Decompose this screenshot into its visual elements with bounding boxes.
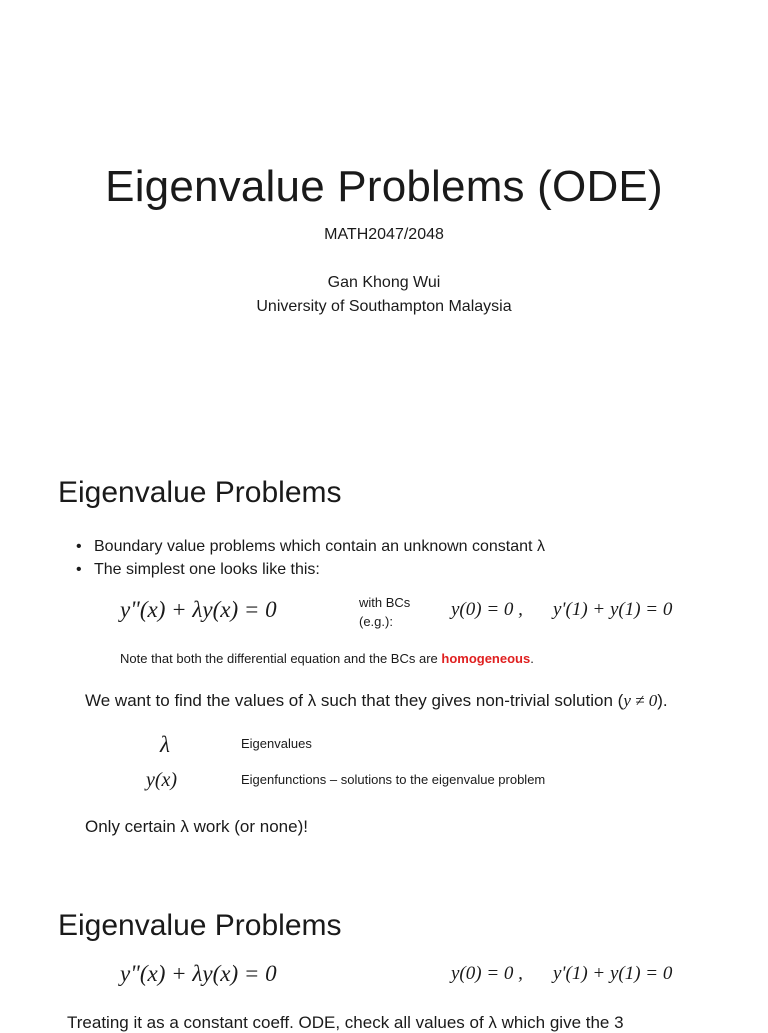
eigenvalues-label: Eigenvalues	[241, 736, 312, 751]
course-code: MATH2047/2048	[324, 226, 444, 243]
institution-name: University of Southampton Malaysia	[256, 298, 512, 315]
boundary-condition-2: y'(1) + y(1) = 0	[553, 599, 673, 620]
statement-end: ).	[657, 691, 668, 710]
statement-text: We want to find the values of λ such that they gives non-trivial solution (	[85, 691, 624, 710]
lambda-symbol: λ	[160, 732, 170, 757]
bullet-item: • The simplest one looks like this:	[76, 558, 545, 581]
cutoff-text: Treating it as a constant coeff. ODE, check all values of λ which give the 3	[67, 1013, 624, 1032]
boundary-condition-1: y(0) = 0 ,	[451, 599, 523, 620]
ode-equation: y"(x) + λy(x) = 0	[120, 597, 277, 622]
eigenfunctions-label: Eigenfunctions – solutions to the eigenvalue problem	[241, 772, 546, 787]
author-name: Gan Khong Wui	[327, 274, 441, 291]
bullet-item: • Boundary value problems which contain an unknown constant λ	[76, 535, 545, 558]
bc-label-line2: (e.g.):	[359, 614, 393, 629]
slide2-heading: Eigenvalue Problems	[58, 476, 342, 509]
homogeneous-highlight: homogeneous	[441, 651, 531, 666]
only-certain-note: Only certain λ work (or none)!	[85, 817, 308, 836]
bullet-list	[76, 535, 545, 581]
boundary-condition-2-repeat: y'(1) + y(1) = 0	[553, 963, 673, 984]
note-text: Note that both the differential equation and the BCs are	[120, 651, 442, 666]
page-title: Eigenvalue Problems (ODE)	[105, 162, 663, 211]
y-of-x-symbol: y(x)	[146, 769, 178, 791]
boundary-condition-1-repeat: y(0) = 0 ,	[451, 963, 523, 984]
nonzero-condition: y ≠ 0	[623, 691, 658, 710]
note-period: .	[530, 651, 534, 666]
slide3-heading: Eigenvalue Problems	[58, 909, 342, 942]
homogeneous-note	[120, 651, 534, 666]
nontrivial-statement	[85, 691, 668, 711]
bc-label-line1: with BCs	[359, 595, 411, 610]
ode-equation-repeat: y"(x) + λy(x) = 0	[120, 961, 277, 986]
